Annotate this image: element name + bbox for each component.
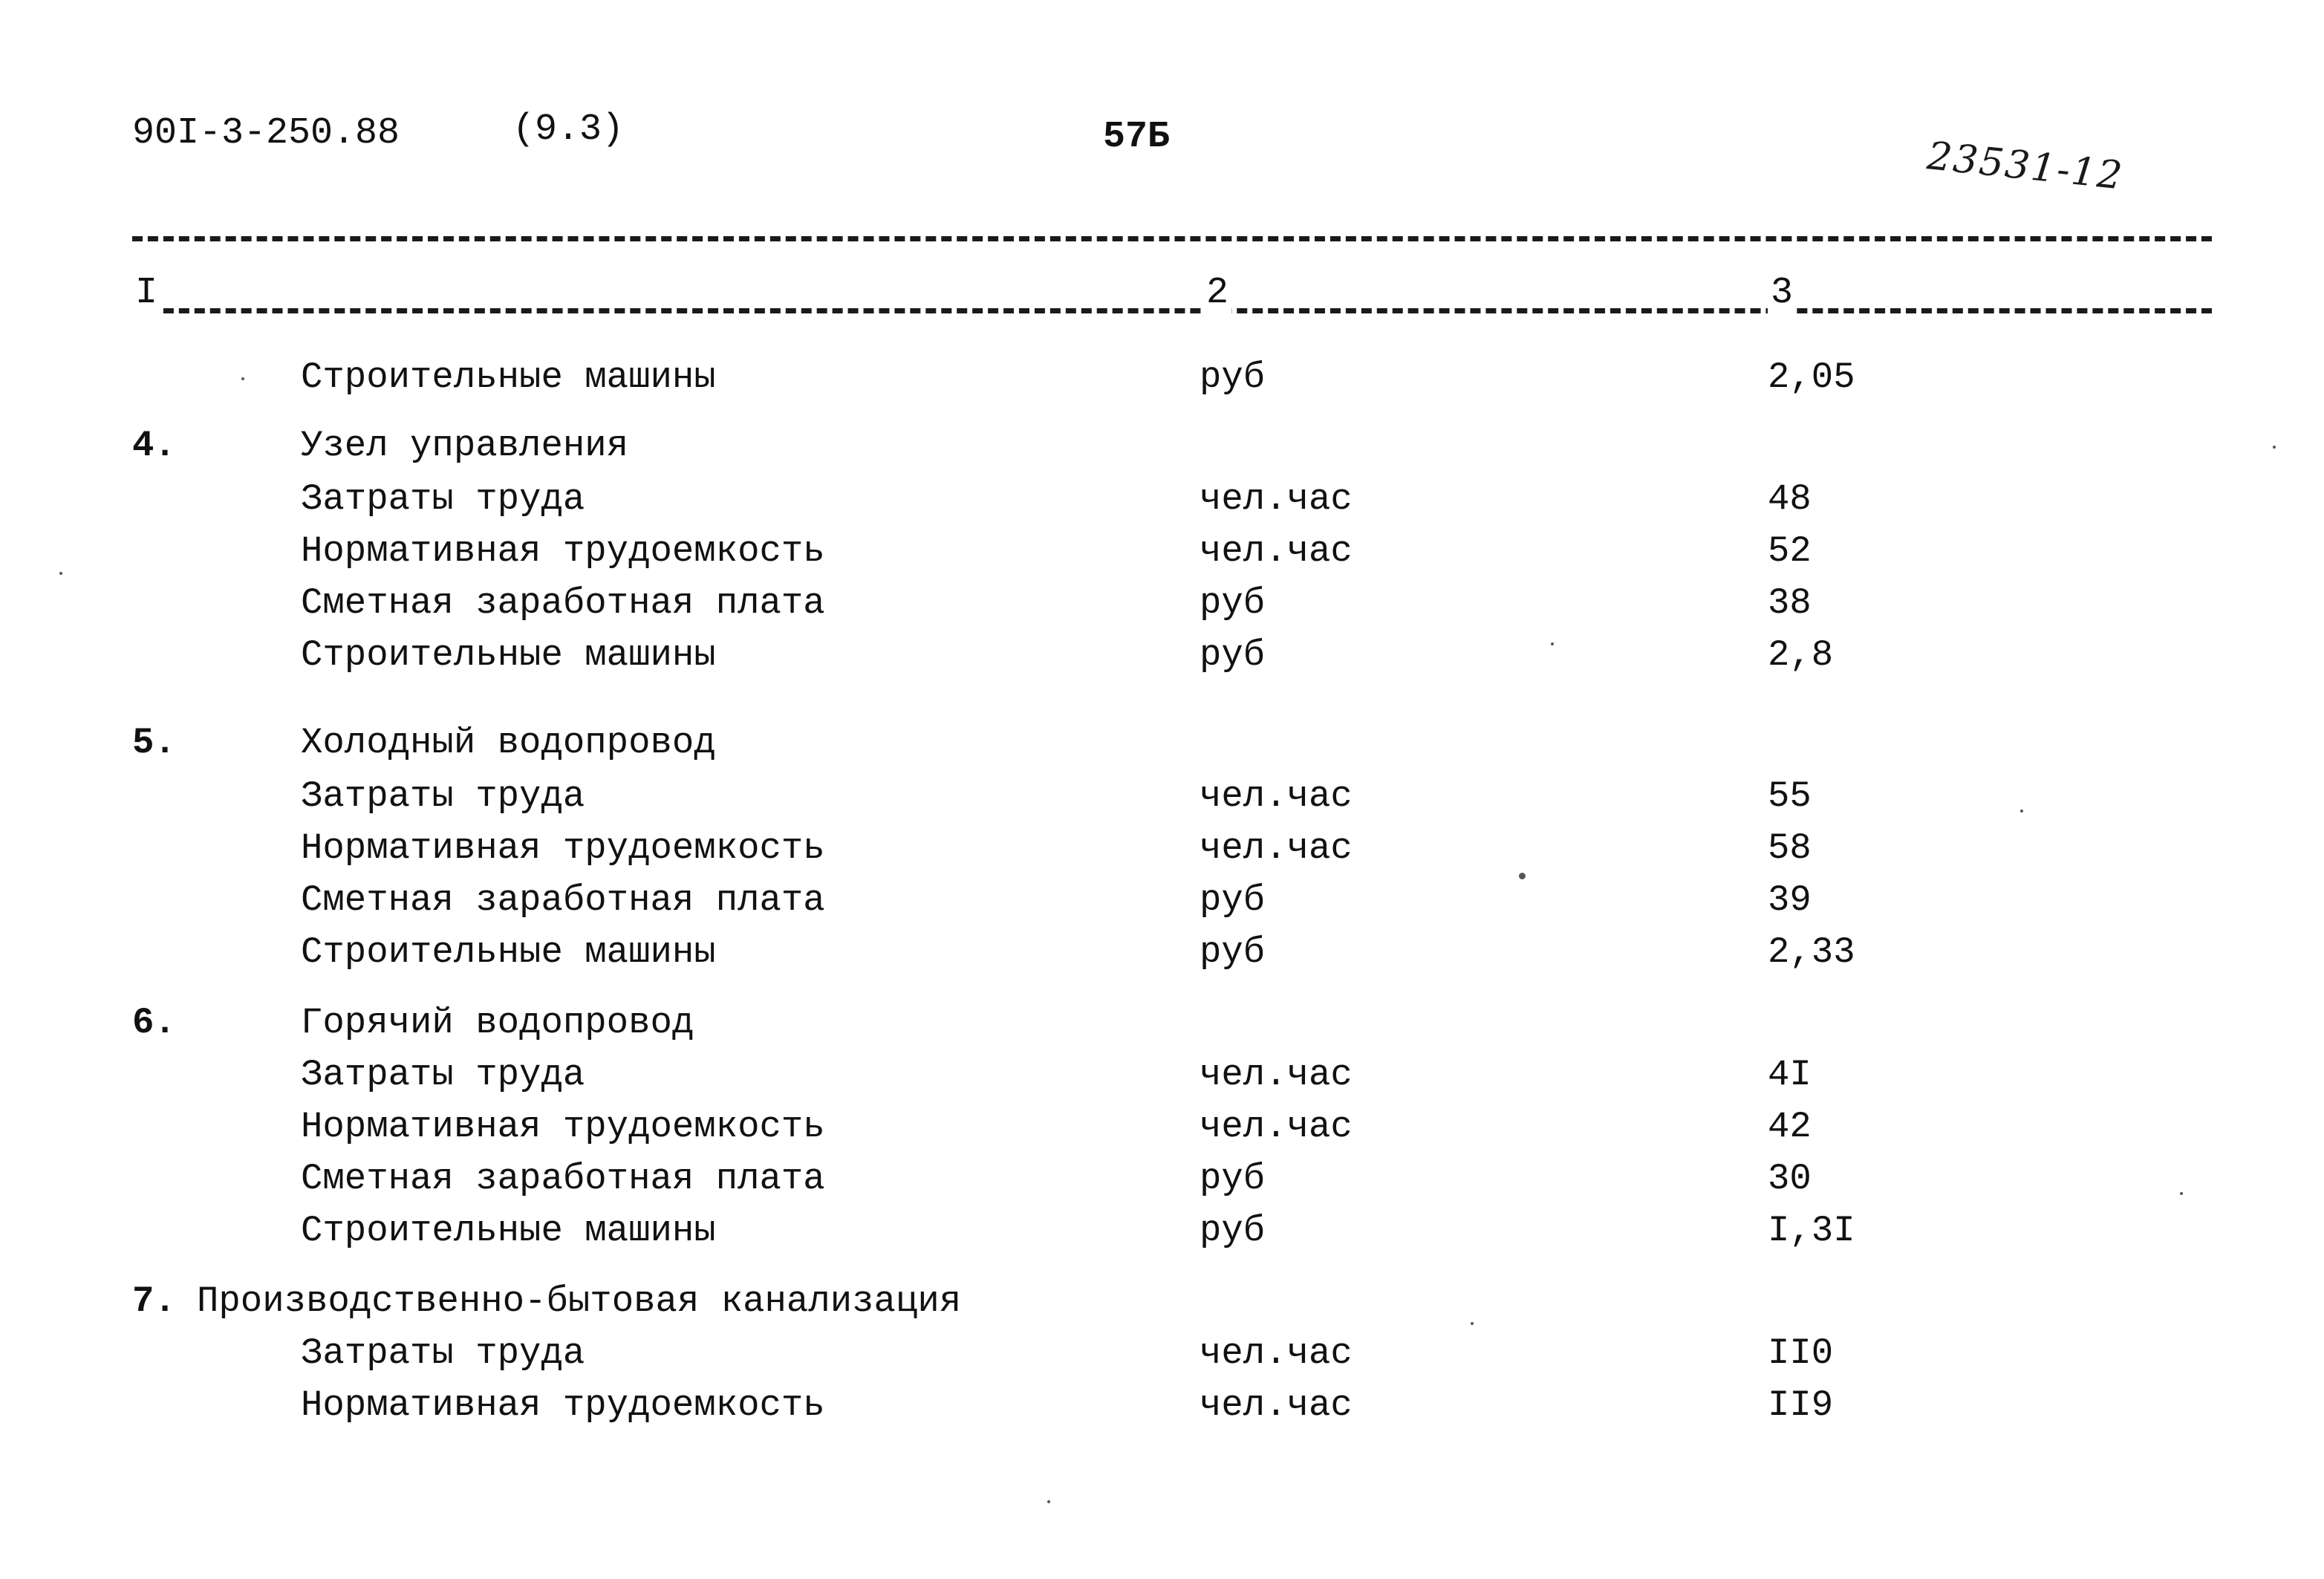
row-value: 48 bbox=[1768, 478, 1812, 520]
scan-speck bbox=[59, 572, 62, 575]
section-heading bbox=[0, 997, 2324, 1049]
row-name: Сметная заработная плата bbox=[301, 879, 825, 921]
row-name: Затраты труда bbox=[301, 1054, 585, 1095]
row-unit: руб bbox=[1200, 931, 1266, 973]
row-value: 39 bbox=[1768, 879, 1812, 921]
row-name: Строительные машины bbox=[301, 634, 716, 676]
table-row bbox=[0, 770, 2324, 822]
row-unit: чел.час bbox=[1200, 478, 1353, 520]
section-number: 5. bbox=[132, 722, 176, 764]
row-value: 30 bbox=[1768, 1158, 1812, 1199]
section-number: 4. bbox=[132, 425, 176, 466]
section-number: 7. bbox=[132, 1280, 176, 1322]
table-row bbox=[0, 1153, 2324, 1205]
row-value: 52 bbox=[1768, 530, 1812, 572]
table-row bbox=[0, 1327, 2324, 1379]
table-row bbox=[0, 1205, 2324, 1257]
row-unit: руб bbox=[1200, 1158, 1266, 1199]
column-header-1: I bbox=[132, 271, 160, 316]
row-name: Сметная заработная плата bbox=[301, 582, 825, 624]
section-title: Холодный водопровод bbox=[301, 722, 716, 764]
row-unit: руб bbox=[1200, 582, 1266, 624]
handwritten-reference: 23531-12 bbox=[1924, 134, 2126, 199]
row-value: II0 bbox=[1768, 1332, 1834, 1374]
row-name: Нормативная трудоемкость bbox=[301, 1106, 825, 1147]
row-unit: чел.час bbox=[1200, 827, 1353, 869]
doc-code: 90I-3-250.88 bbox=[132, 112, 400, 154]
row-unit: руб bbox=[1200, 1210, 1266, 1251]
row-name: Нормативная трудоемкость bbox=[301, 530, 825, 572]
row-unit: чел.час bbox=[1200, 1054, 1353, 1095]
table-row bbox=[0, 1049, 2324, 1101]
row-name: Строительные машины bbox=[301, 357, 716, 398]
table-row bbox=[0, 577, 2324, 629]
scan-speck bbox=[1047, 1500, 1050, 1503]
column-header-3: 3 bbox=[1768, 271, 1796, 316]
row-value: II9 bbox=[1768, 1384, 1834, 1426]
scan-speck bbox=[2273, 446, 2276, 449]
row-value: 55 bbox=[1768, 775, 1812, 817]
row-name: Строительные машины bbox=[301, 931, 716, 973]
row-value: 42 bbox=[1768, 1106, 1812, 1147]
table-row bbox=[0, 874, 2324, 926]
scan-speck bbox=[241, 377, 244, 380]
table-row bbox=[0, 1101, 2324, 1153]
row-value: 2,05 bbox=[1768, 357, 1855, 398]
row-unit: чел.час bbox=[1200, 530, 1353, 572]
row-name: Затраты труда bbox=[301, 775, 585, 817]
row-unit: чел.час bbox=[1200, 1384, 1353, 1426]
row-unit: руб bbox=[1200, 634, 1266, 676]
table-top-rule bbox=[132, 236, 2212, 241]
row-value: 38 bbox=[1768, 582, 1812, 624]
table-header-rule bbox=[132, 308, 2212, 313]
section-heading bbox=[0, 1275, 2324, 1327]
table-row bbox=[0, 525, 2324, 577]
section-title: Узел управления bbox=[301, 425, 629, 466]
row-unit: руб bbox=[1200, 879, 1266, 921]
scan-speck bbox=[2180, 1192, 2183, 1195]
table-row bbox=[0, 822, 2324, 874]
row-name: Нормативная трудоемкость bbox=[301, 1384, 825, 1426]
row-name: Строительные машины bbox=[301, 1210, 716, 1251]
scan-speck bbox=[1551, 642, 1554, 645]
table-row bbox=[0, 1379, 2324, 1431]
row-value: I,3I bbox=[1768, 1210, 1855, 1251]
table-row bbox=[0, 473, 2324, 525]
row-name: Нормативная трудоемкость bbox=[301, 827, 825, 869]
table-row bbox=[0, 926, 2324, 978]
row-unit: чел.час bbox=[1200, 1106, 1353, 1147]
section-code: (9.3) bbox=[512, 108, 625, 151]
section-title: Производственно-бытовая канализация bbox=[197, 1280, 962, 1322]
column-header-2: 2 bbox=[1203, 271, 1231, 316]
row-unit: чел.час bbox=[1200, 1332, 1353, 1374]
row-name: Затраты труда bbox=[301, 1332, 585, 1374]
scan-speck bbox=[2020, 810, 2023, 813]
row-value: 4I bbox=[1768, 1054, 1812, 1095]
row-name: Затраты труда bbox=[301, 478, 585, 520]
page-number: 57Б bbox=[1103, 116, 1171, 158]
scan-speck bbox=[1471, 1322, 1474, 1325]
row-value: 2,8 bbox=[1768, 634, 1834, 676]
row-value: 2,33 bbox=[1768, 931, 1855, 973]
section-title: Горячий водопровод bbox=[301, 1002, 694, 1044]
row-unit: руб bbox=[1200, 357, 1266, 398]
row-value: 58 bbox=[1768, 827, 1812, 869]
row-name: Сметная заработная плата bbox=[301, 1158, 825, 1199]
scan-speck bbox=[1519, 873, 1526, 879]
table-row bbox=[0, 629, 2324, 681]
row-unit: чел.час bbox=[1200, 775, 1353, 817]
table-row bbox=[0, 351, 2324, 403]
section-number: 6. bbox=[132, 1002, 176, 1044]
section-heading bbox=[0, 717, 2324, 769]
section-heading bbox=[0, 420, 2324, 472]
